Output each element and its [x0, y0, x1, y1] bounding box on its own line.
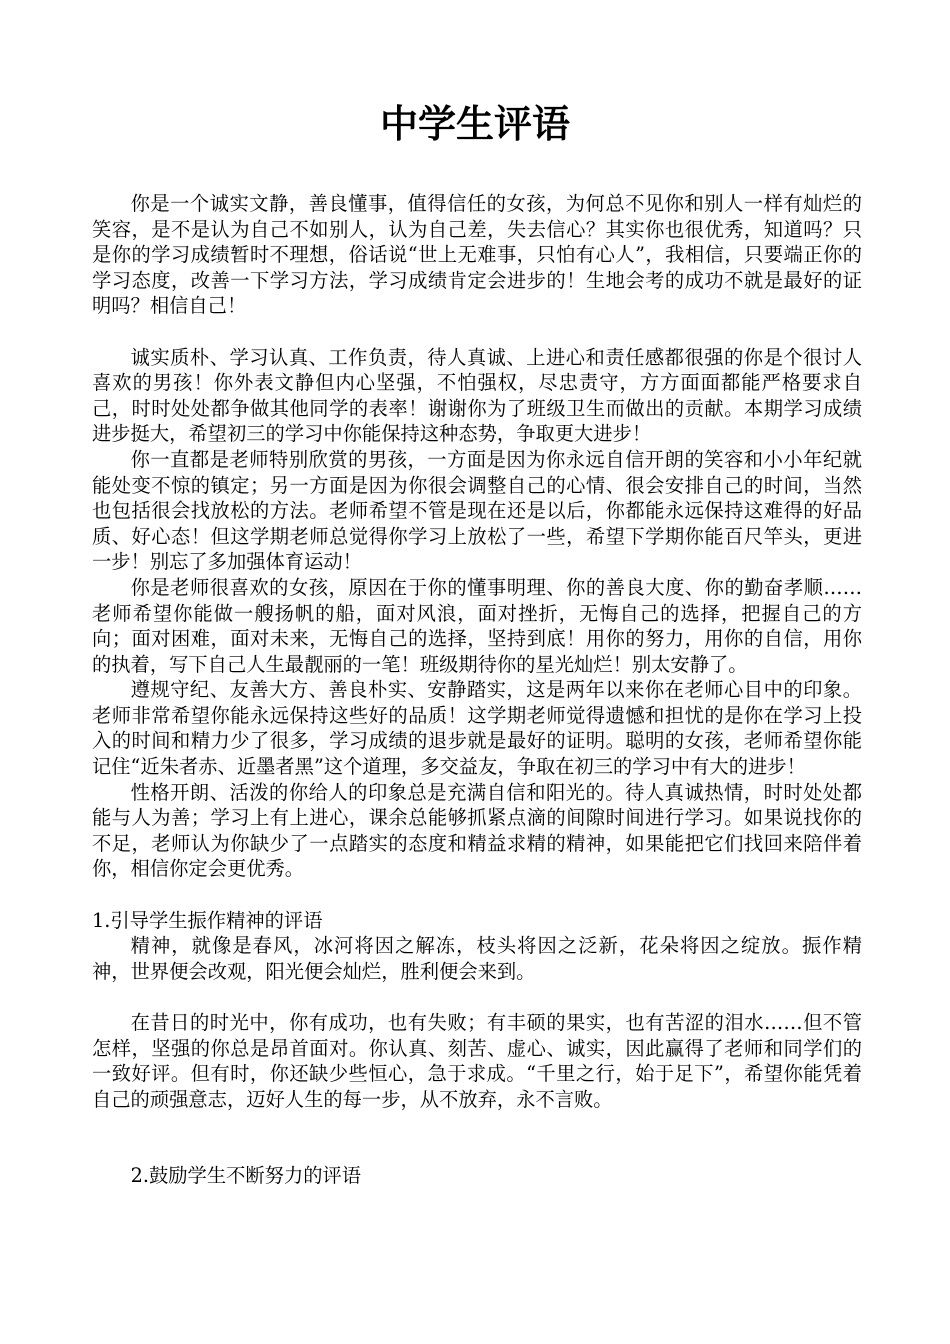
document-title: 中学生评语 — [379, 102, 570, 146]
section1-paragraph-1: 精神，就像是春风，冰河将因之解冻，枝头将因之泛新，花朵将因之绽放。振作精神，世界便会改观，阳光便会灿烂，胜利便会来到。 — [92, 934, 862, 983]
comment-paragraph-2: 诚实质朴、学习认真、工作负责，待人真诚、上进心和责任感都很强的你是个很讨人喜欢的男孩！你外表文静但内心坚强，不怕强权，尽忠责守，方方面面都能严格要求自己，时时处处都争做其他同学的表率！谢谢你为了班级卫生而做出的贡献。本期学习成绩进步挺大，希望初三的学习中你能保持这种态势，争取更大进步！ — [92, 345, 862, 446]
section-heading-1: 1.引导学生振作精神的评语 — [92, 908, 323, 932]
comment-paragraph-6: 性格开朗、活泼的你给人的印象总是充满自信和阳光的。待人真诚热情，时时处处都能与人为善；学习上有上进心，课余总能够抓紧点滴的间隙时间进行学习。如果说找你的不足，老师认为你缺少了一点踏实的态度和精益求精的精神，如果能把它们找回来陪伴着你，相信你定会更优秀。 — [92, 780, 862, 881]
paragraph-spacer — [92, 319, 862, 345]
paragraph-spacer — [92, 882, 862, 908]
comment-paragraph-1: 你是一个诚实文静，善良懂事，值得信任的女孩，为何总不见你和别人一样有灿烂的笑容，是不是认为自己不如别人，认为自己差，失去信心？其实你也很优秀，知道吗？只是你的学习成绩暂时不理想，俗话说“世上无难事，只怕有心人”，我相信，只要端正你的学习态度，改善一下学习方法，学习成绩肯定会进步的！生地会考的成功不就是最好的证明吗？相信自己！ — [92, 192, 862, 318]
section1-paragraph-2: 在昔日的时光中，你有成功，也有失败；有丰硕的果实，也有苦涩的泪水……但不管怎样，坚强的你总是昂首面对。你认真、刻苦、虚心、诚实，因此赢得了老师和同学们的一致好评。但有时，你还缺少些恒心，急于求成。“千里之行，始于足下”，希望你能凭着自己的顽强意志，迈好人生的每一步，从不放弃，永不言败。 — [92, 1011, 862, 1111]
comment-paragraph-4: 你是老师很喜欢的女孩，原因在于你的懂事明理、你的善良大度、你的勤奋孝顺……老师希望你能做一艘扬帆的船，面对风浪，面对挫折，无悔自己的选择，把握自己的方向；面对困难，面对未来，无悔自己的选择，坚持到底！用你的努力，用你的自信，用你的执着，写下自己人生最靓丽的一笔！班级期待你的星光灿烂！别太安静了。 — [92, 575, 862, 676]
section-heading-2: 2.鼓励学生不断努力的评语 — [130, 1164, 362, 1188]
comment-paragraph-3: 你一直都是老师特别欣赏的男孩，一方面是因为你永远自信开朗的笑容和小小年纪就能处变不惊的镇定；另一方面是因为你很会调整自己的心情、很会安排自己的时间，当然也包括很会找放松的方法。老师希望不管是现在还是以后，你都能永远保持这难得的好品质、好心态！但这学期老师总觉得你学习上放松了一些，希望下学期你能百尺竿头，更进一步！别忘了多加强体育运动！ — [92, 447, 862, 574]
paragraph-spacer — [92, 984, 862, 1010]
document-body — [92, 191, 862, 1189]
comment-paragraph-5: 遵规守纪、友善大方、善良朴实、安静踏实，这是两年以来你在老师心目中的印象。老师非常希望你能永远保持这些好的品质！这学期老师觉得遗憾和担忧的是你在学习上投入的时间和精力少了很多，学习成绩的退步就是最好的证明。聪明的女孩，老师希望你能记住“近朱者赤、近墨者黑”这个道理，多交益友，争取在初三的学习中有大的进步！ — [92, 678, 862, 779]
paragraph-spacer — [92, 1112, 862, 1163]
